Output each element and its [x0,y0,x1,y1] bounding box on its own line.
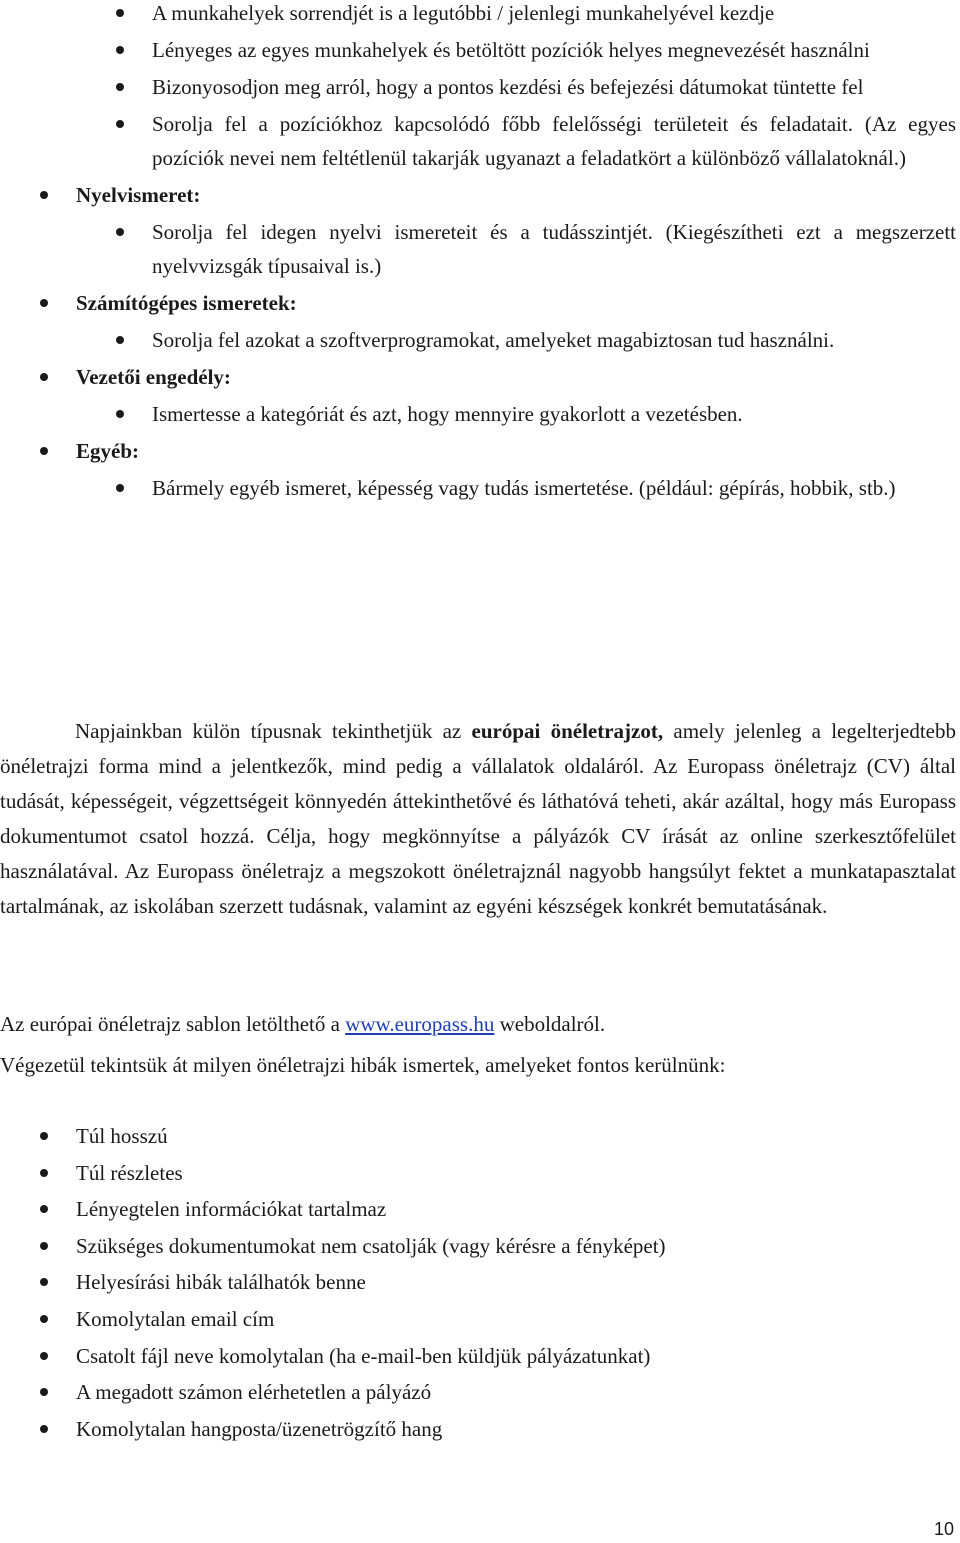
bullet-icon [116,228,124,236]
section-computer-skills [0,286,960,320]
list-item-text: Bizonyosodjon meg arról, hogy a pontos kezdési és befejezési dátumokat tüntette fel [152,75,864,99]
bullet-icon [40,373,48,381]
list-item-text: Lényeges az egyes munkahelyek és betöltött pozíciók helyes megnevezését használni [152,38,870,62]
bullet-icon [40,1352,48,1360]
section-heading: Vezetői engedély: [76,365,231,389]
section-driving-license [0,360,960,394]
page-number: 10 [933,1519,954,1539]
list-item [0,1192,960,1229]
bullet-icon [116,484,124,492]
section-language [0,178,960,212]
bullet-icon [40,1425,48,1433]
bullet-icon [40,1242,48,1250]
bullet-icon [40,1388,48,1396]
template-text-before: Az európai önéletrajz sablon letölthető a [0,1012,346,1036]
list-item-text: Csatolt fájl neve komolytalan (ha e-mail-ben küldjük pályázatunkat) [76,1343,651,1368]
bullet-icon [116,9,124,17]
list-item [0,1412,960,1449]
bullet-icon [40,1205,48,1213]
europass-bold-text: európai önéletrajzot, [471,719,664,743]
list-item [0,1265,960,1302]
list-item-text: A megadott számon elérhetetlen a pályázó [76,1380,432,1405]
cv-mistakes-list [0,1119,960,1448]
list-item [0,471,960,505]
list-item-text: Bármely egyéb ismeret, képesség vagy tudás ismertetése. (például: gépírás, hobbik, stb.) [152,476,896,500]
europass-paragraph [0,714,956,924]
list-item [0,0,960,30]
list-item [0,1156,960,1193]
bullet-icon [116,336,124,344]
list-item-text: Ismertesse a kategóriát és azt, hogy mennyire gyakorlott a vezetésben. [152,402,743,426]
list-item-text: Sorolja fel azokat a szoftverprogramokat, amelyeket magabiztosan tud használni. [152,328,835,352]
template-download-sentence [0,1007,956,1041]
list-item [0,215,960,283]
list-item [0,323,960,357]
list-item [0,33,960,67]
bullet-icon [40,191,48,199]
list-item-text: Sorolja fel a pozíciókhoz kapcsolódó főbb felelősségi területeit és feladatait. (Az egyes pozíciók nevei nem feltétlenül takarják ugyanazt a feladatkört a különböző vállalatoknál.) [152,112,956,170]
cv-guidelines-list [0,0,960,508]
list-item-text: Lényegtelen információkat tartalmaz [76,1197,387,1222]
list-item [0,1119,960,1156]
list-item [0,397,960,431]
list-item [0,1339,960,1376]
list-item [0,1302,960,1339]
bullet-icon [116,46,124,54]
section-heading: Egyéb: [76,439,139,463]
bullet-icon [40,1169,48,1177]
list-item [0,70,960,104]
bullet-icon [116,410,124,418]
list-item-text: Túl részletes [76,1160,183,1185]
europass-text-after: amely jelenleg a legelterjedtebb önéletrajzi forma mind a jelentkezők, mind pedig a vállalatok oldaláról. Az Europass önéletrajz (CV) által tudását, képességeit, végzettségeit könnyedén áttekinthetővé és láthatóvá teheti, akár azáltal, hogy más Europass dokumentumot csatol hozzá. Célja, hogy megkönnyítse a pályázók CV írását az online szerkesztőfelület használatával. Az Europass önéletrajz a megszokott önéletrajznál nagyobb hangsúlyt fektet a munkatapasztalat tartalmának, az iskolában szerzett tudásnak, valamint az egyéni készségek konkrét bemutatásának. [0,719,956,918]
list-item [0,1375,960,1412]
bullet-icon [40,1278,48,1286]
list-item-text: Komolytalan email cím [76,1306,275,1331]
section-heading: Nyelvismeret: [76,183,201,207]
europass-text-before: Napjainkban külön típusnak tekinthetjük az [75,719,472,743]
section-other [0,434,960,468]
list-item-text: A munkahelyek sorrendjét is a legutóbbi / jelenlegi munkahelyével kezdje [152,1,775,25]
bullet-icon [40,447,48,455]
mistakes-intro: Végezetül tekintsük át milyen önéletrajzi hibák ismertek, amelyeket fontos kerülnünk: [0,1053,726,1077]
list-item-text: Helyesírási hibák találhatók benne [76,1270,366,1295]
bullet-icon [40,1315,48,1323]
bullet-icon [116,120,124,128]
list-item-text: Komolytalan hangposta/üzenetrögzítő hang [76,1416,443,1441]
list-item [0,107,960,175]
bullet-icon [40,299,48,307]
europass-link[interactable]: www.europass.hu [345,1012,495,1036]
list-item-text: Szükséges dokumentumokat nem csatolják (vagy kérésre a fényképet) [76,1233,666,1258]
list-item-text: Sorolja fel idegen nyelvi ismereteit és a tudásszintjét. (Kiegészítheti ezt a megszerzett nyelvvizsgák típusaival is.) [152,220,956,278]
list-item [0,1229,960,1266]
section-heading: Számítógépes ismeretek: [76,291,297,315]
list-item-text: Túl hosszú [76,1124,168,1148]
bullet-icon [40,1132,48,1140]
bullet-icon [116,83,124,91]
template-text-after: weboldalról. [494,1012,606,1036]
